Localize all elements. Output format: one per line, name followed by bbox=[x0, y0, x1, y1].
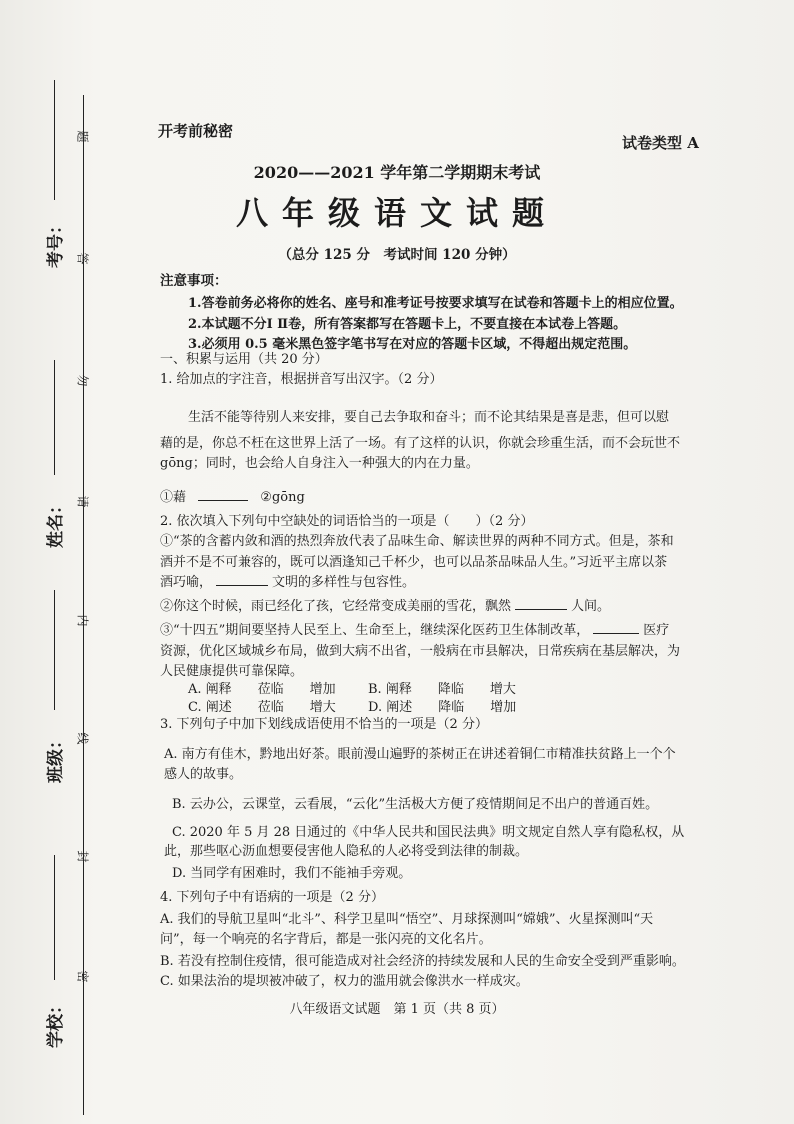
answer-label: ①藉 bbox=[160, 490, 187, 505]
seal-char: 题 bbox=[75, 130, 90, 143]
fill-blank bbox=[216, 573, 268, 586]
name-label: 姓名： bbox=[46, 497, 66, 548]
fill-blank bbox=[515, 597, 567, 610]
fill-blank bbox=[593, 621, 639, 634]
name-line[interactable] bbox=[54, 360, 55, 475]
class-field[interactable] bbox=[10, 580, 80, 783]
passage-line: 酒并不是不可兼容的，既可以酒逢知己千杯少，也可以品茶品味品人生。”习近平主席以茶 bbox=[160, 555, 668, 570]
class-label: 班级： bbox=[46, 732, 66, 783]
option-c: C. 2020 年 5 月 28 日通过的《中华人民共和国民法典》明文规定自然人享有隐私权，从 bbox=[172, 825, 685, 840]
passage-line bbox=[160, 571, 415, 590]
question-stem: 1. 给加点的字注音，根据拼音写出汉字。（2 分） bbox=[160, 372, 443, 387]
option-c: C. 阐述 莅临 增大 bbox=[188, 700, 336, 715]
note-item: 1.答卷前务必将你的姓名、座号和准考证号按要求填写在试卷和答题卡上的相应位置。 bbox=[188, 296, 683, 311]
note-item: 3.必须用 0.5 毫米黑色签字笔书写在对应的答题卡区域，不得超出规定范围。 bbox=[188, 337, 637, 352]
section-heading: 一、积累与运用（共 20 分） bbox=[160, 352, 328, 367]
paper-type: 试卷类型 A bbox=[622, 134, 699, 152]
seal-char: 勿 bbox=[75, 374, 90, 387]
passage-line: 资源，优化区域城乡布局，做到大病不出省，一般病在市县解决，日常疾病在基层解决，为 bbox=[160, 644, 681, 659]
passage-line: gōng；同时，也会给人自身注入一种强大的内在力量。 bbox=[160, 456, 479, 471]
text-fragment: 人间。 bbox=[571, 599, 611, 614]
seal-char: 封 bbox=[75, 850, 90, 863]
question-stem: 2. 依次填入下列句中空缺处的词语恰当的一项是（ ）（2 分） bbox=[160, 514, 534, 529]
page-footer: 八年级语文试题 第 1 页（共 8 页） bbox=[289, 1002, 505, 1017]
text-fragment: 文明的多样性与包容性。 bbox=[272, 575, 416, 590]
seal-char: 答 bbox=[75, 252, 90, 265]
passage-line: 藉的是，你总不枉在这世界上活了一场。有了这样的认识，你就会珍重生活，而不会玩世不 bbox=[160, 436, 681, 451]
text-fragment: 医疗 bbox=[643, 623, 670, 638]
option-a-cont: 问”，每一个响亮的名字背后，都是一张闪亮的文化名片。 bbox=[160, 932, 492, 947]
exam-info: （总分 125 分 考试时间 120 分钟） bbox=[278, 247, 516, 263]
name-field[interactable] bbox=[10, 360, 80, 560]
answer-blank-1 bbox=[160, 486, 305, 505]
secret-mark: 开考前秘密 bbox=[158, 122, 234, 140]
option-b: B. 若没有控制住疫情，很可能造成对社会经济的持续发展和人民的生命安全受到严重影响。 bbox=[160, 954, 685, 969]
class-line[interactable] bbox=[54, 590, 55, 710]
option-b: B. 云办公，云课堂，云看展，“云化”生活极大方便了疫情期间足不出户的普通百姓。 bbox=[172, 797, 659, 812]
option-a: A. 我们的导航卫星叫“北斗”、科学卫星叫“悟空”、月球探测叫“嫦娥”、火星探测叫“天 bbox=[160, 912, 654, 927]
passage-line bbox=[160, 619, 669, 638]
school-label: 学校： bbox=[46, 997, 66, 1048]
note-item: 2.本试题不分Ⅰ Ⅱ卷，所有答案都写在答题卡上，不要直接在本试卷上答题。 bbox=[188, 317, 627, 332]
question-stem: 3. 下列句子中加下划线成语使用不恰当的一项是（2 分） bbox=[160, 717, 488, 732]
option-c-cont: 此，那些呕心沥血想要侵害他人隐私的人必将受到法律的制裁。 bbox=[164, 844, 529, 859]
seal-char: 密 bbox=[75, 970, 90, 983]
school-field[interactable] bbox=[10, 860, 80, 1060]
notes-heading: 注意事项： bbox=[160, 273, 228, 289]
option-c: C. 如果法治的堤坝被冲破了，权力的滥用就会像洪水一样成灾。 bbox=[160, 974, 529, 989]
option-a: A. 阐释 莅临 增加 bbox=[188, 682, 336, 697]
option-d: D. 阐述 降临 增加 bbox=[368, 700, 517, 715]
answer-blank-line bbox=[198, 488, 248, 501]
seal-char: 请 bbox=[75, 495, 90, 508]
passage-line bbox=[160, 595, 610, 614]
school-line[interactable] bbox=[54, 855, 55, 980]
exam-year: 2020——2021 学年第二学期期末考试 bbox=[253, 163, 541, 182]
page-title: 八年级语文试题 bbox=[235, 194, 558, 232]
text-fragment: ③“十四五”期间要坚持人民至上、生命至上，继续深化医药卫生体制改革， bbox=[160, 623, 590, 638]
answer-label: ②gōng bbox=[260, 490, 305, 505]
seal-char: 线 bbox=[75, 732, 90, 745]
exam-number-label: 考号： bbox=[46, 217, 66, 268]
option-d: D. 当同学有困难时，我们不能袖手旁观。 bbox=[172, 866, 412, 881]
text-fragment: 酒巧喻， bbox=[160, 575, 213, 590]
option-a-cont: 感人的故事。 bbox=[164, 767, 243, 782]
text-fragment: ②你这个时候，雨已经化了孩，它经常变成美丽的雪花，飘然 bbox=[160, 599, 512, 614]
passage-line: 人民健康提供可靠保障。 bbox=[160, 664, 304, 679]
passage-line: ①“茶的含蓄内敛和酒的热烈奔放代表了品味生命、解读世界的两种不同方式。但是，茶和 bbox=[160, 534, 674, 549]
passage-line: 生活不能等待别人来安排，要自己去争取和奋斗；而不论其结果是喜是悲，但可以慰 bbox=[188, 410, 670, 425]
seal-char: 内 bbox=[75, 614, 90, 627]
option-b: B. 阐释 降临 增大 bbox=[368, 682, 516, 697]
question-stem: 4. 下列句子中有语病的一项是（2 分） bbox=[160, 890, 384, 905]
option-a: A. 南方有佳木，黔地出好茶。眼前漫山遍野的茶树正在讲述着铜仁市精准扶贫路上一个个 bbox=[164, 747, 676, 762]
